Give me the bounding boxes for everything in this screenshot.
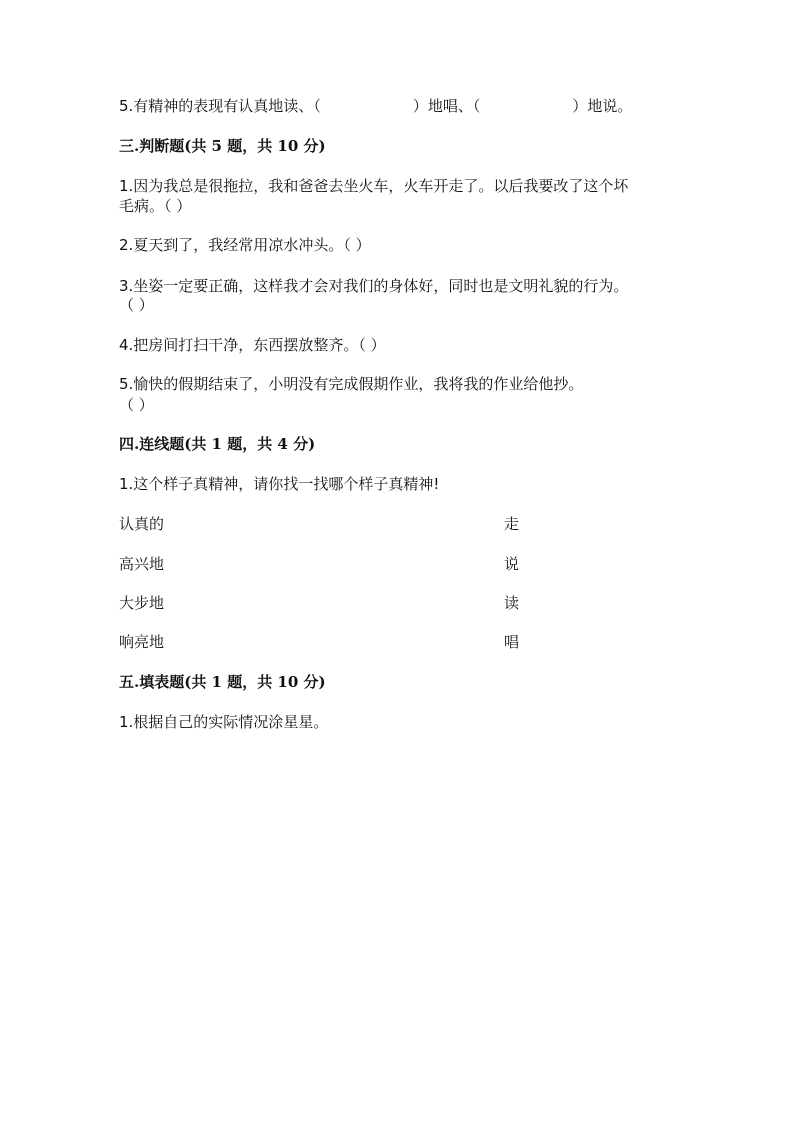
judge-question-5-line-1: 5.愉快的假期结束了，小明没有完成假期作业，我将我的作业给他抄。	[119, 375, 584, 393]
judge-question-4[interactable]: 4.把房间打扫干净，东西摆放整齐。（ ）	[119, 336, 386, 354]
judge-question-5-line-2[interactable]: （ ）	[119, 396, 154, 414]
match-right-item-4[interactable]: 唱	[504, 633, 520, 651]
match-left-item-1[interactable]: 认真的	[119, 515, 165, 533]
section-3-title: 三.判断题(共 5 题，共 10 分)	[119, 137, 326, 155]
section-5-title: 五.填表题(共 1 题，共 10 分)	[119, 673, 326, 691]
judge-question-1-line-1: 1.因为我总是很拖拉，我和爸爸去坐火车，火车开走了。以后我要改了这个坏	[119, 177, 629, 195]
match-right-item-2[interactable]: 说	[504, 555, 520, 573]
section-4-title: 四.连线题(共 1 题，共 4 分)	[119, 435, 316, 453]
judge-question-1-line-2[interactable]: 毛病。（ ）	[119, 197, 192, 215]
question-text-suffix: ）地说。	[572, 97, 633, 115]
matching-question-1: 1.这个样子真精神，请你找一找哪个样子真精神!	[119, 475, 440, 493]
fill-blank-question-5	[119, 96, 632, 116]
question-text-mid: ）地唱、（	[412, 97, 481, 115]
match-right-item-3[interactable]: 读	[504, 594, 520, 612]
question-text-prefix: 5.有精神的表现有认真地读、（	[119, 97, 321, 115]
match-left-item-4[interactable]: 响亮地	[119, 633, 165, 651]
match-left-item-3[interactable]: 大步地	[119, 594, 165, 612]
judge-question-2[interactable]: 2.夏天到了，我经常用凉水冲头。（ ）	[119, 236, 371, 254]
judge-question-3-line-1: 3.坐姿一定要正确，这样我才会对我们的身体好，同时也是文明礼貌的行为。	[119, 277, 629, 295]
judge-question-3-line-2[interactable]: （ ）	[119, 296, 154, 314]
match-right-item-1[interactable]: 走	[504, 515, 520, 533]
match-left-item-2[interactable]: 高兴地	[119, 555, 165, 573]
table-question-1: 1.根据自己的实际情况涂星星。	[119, 713, 329, 731]
